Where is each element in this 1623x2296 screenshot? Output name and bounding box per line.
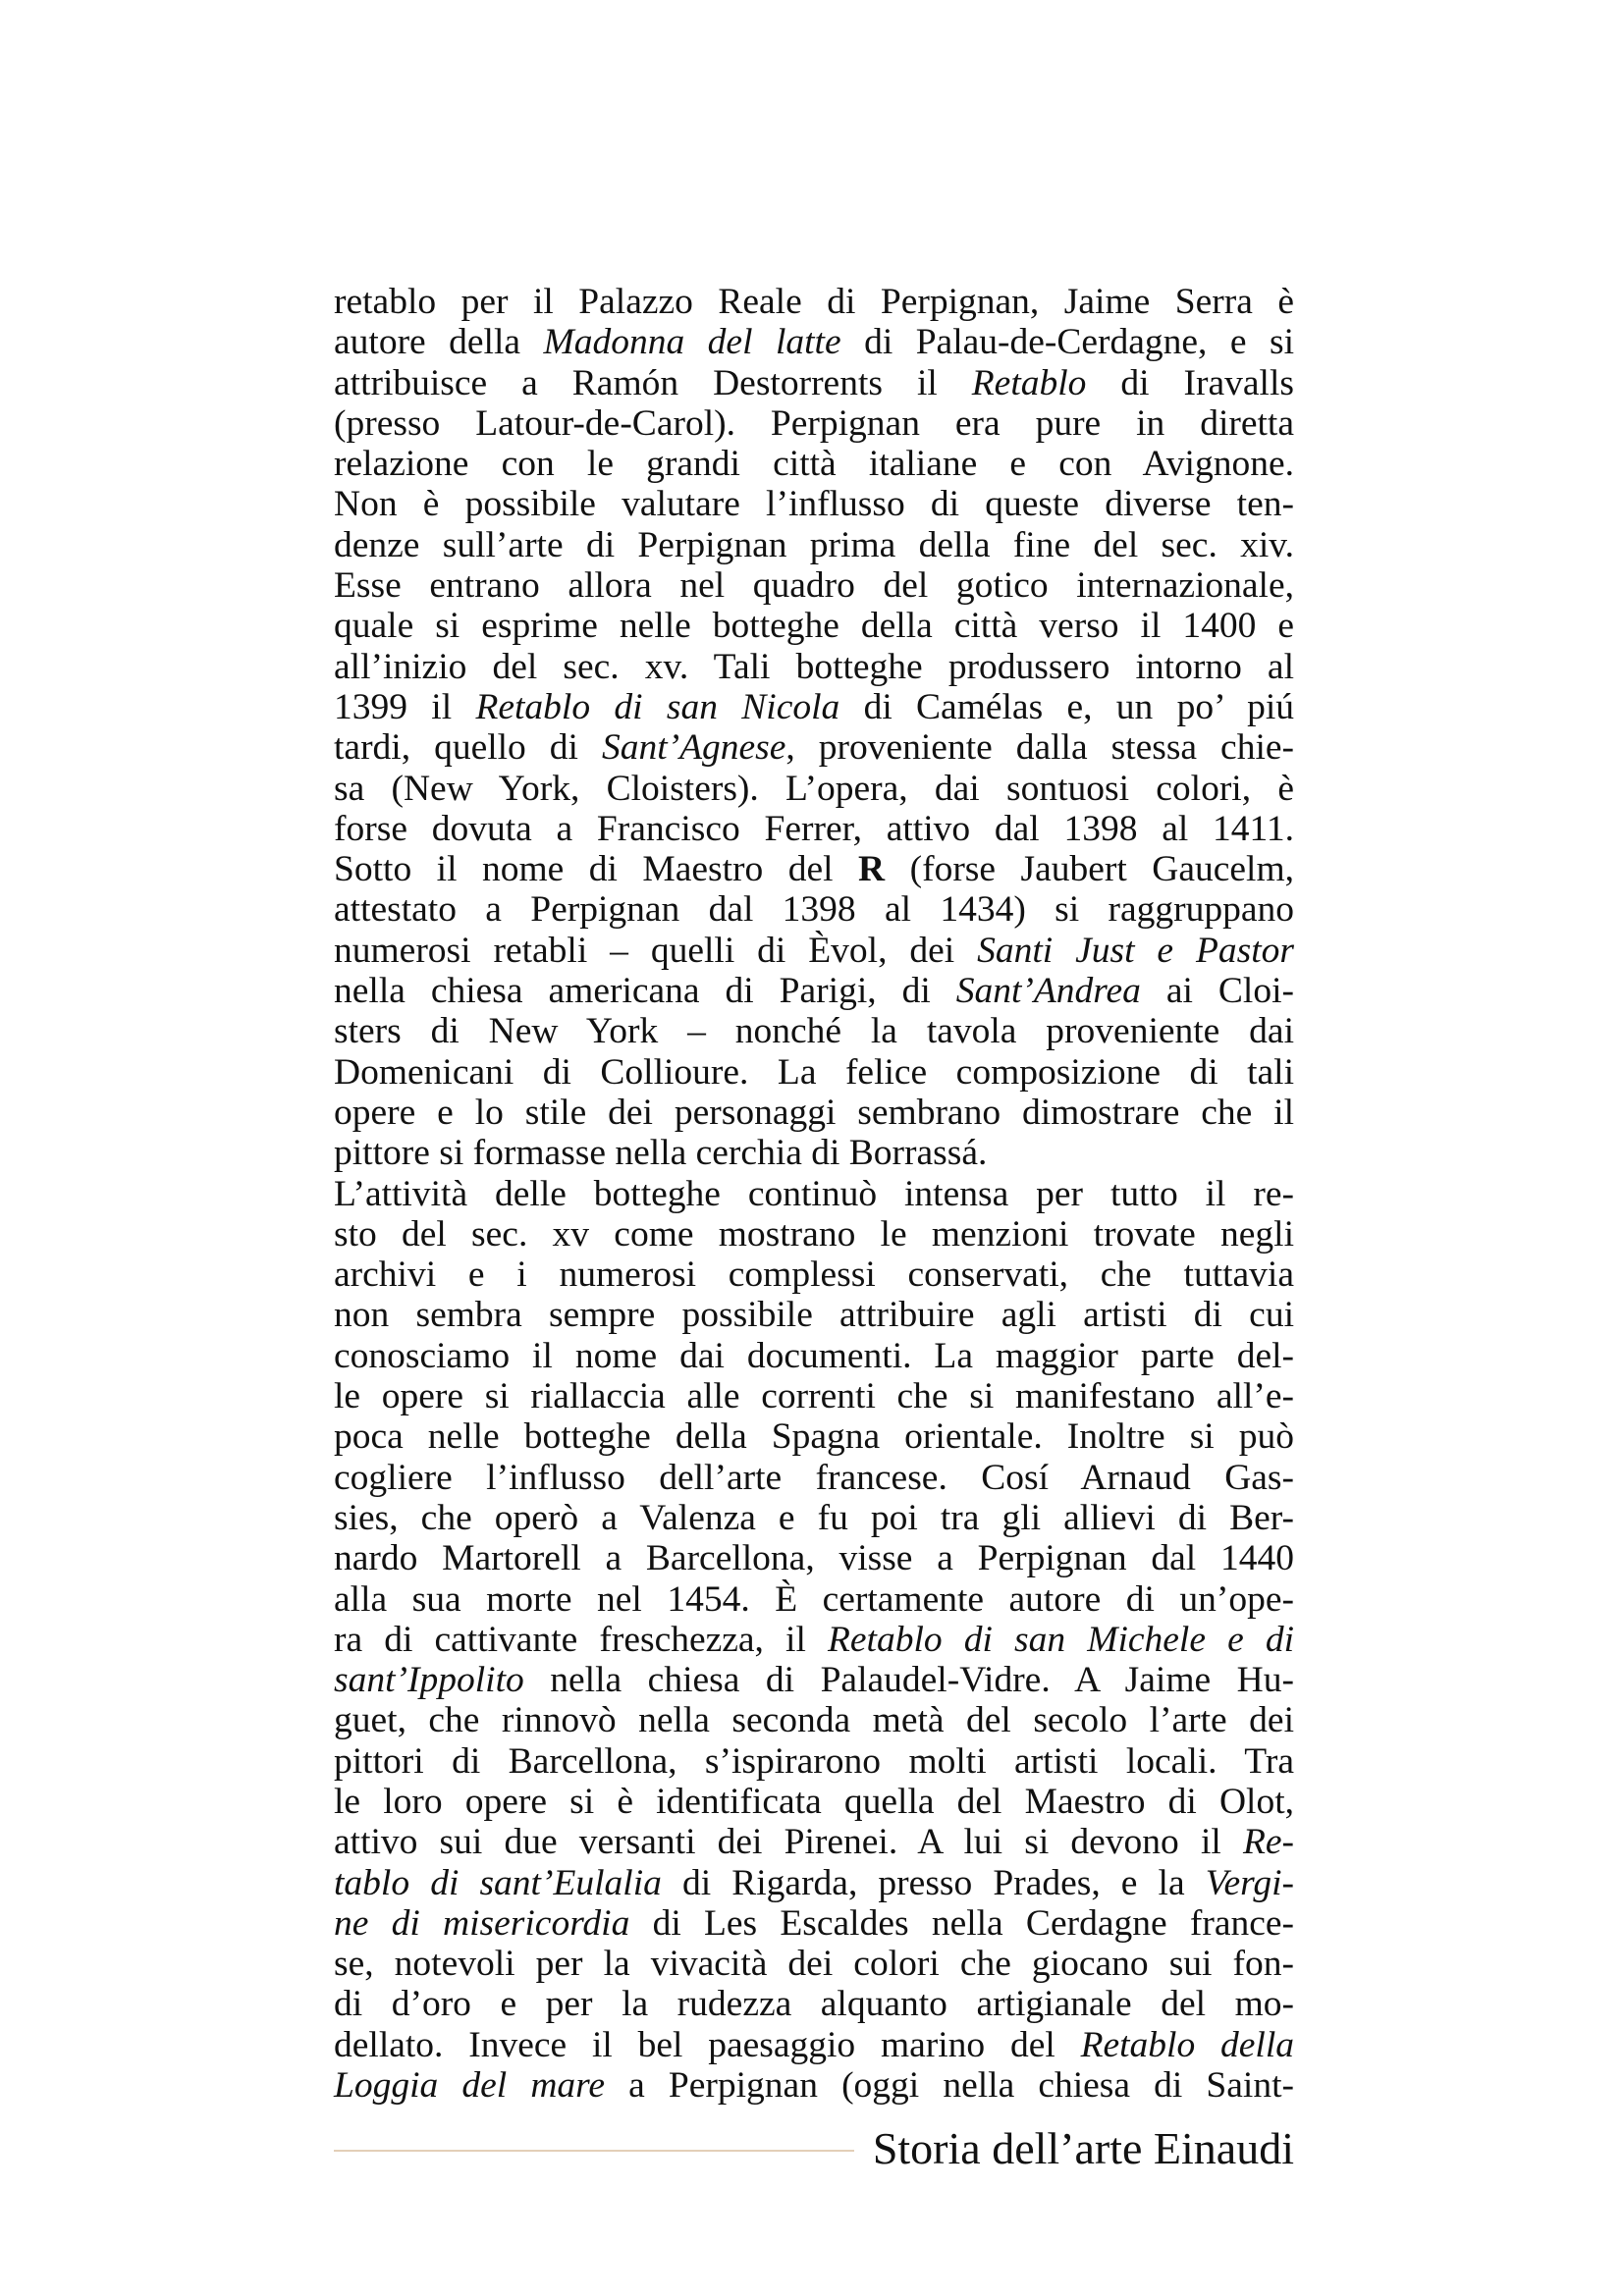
text-run: le opere si riallaccia alle correnti che si manifestano all’e- <box>334 1376 1294 1417</box>
text-line <box>334 282 1294 322</box>
text-line <box>334 687 1294 727</box>
text-run: Non è possibile valutare l’influsso di queste diverse ten- <box>334 484 1294 525</box>
text-line <box>334 1295 1294 1335</box>
text-run: sters di New York – nonché la tavola proveniente dai <box>334 1011 1294 1052</box>
text-line <box>334 2025 1294 2065</box>
text-run: nella chiesa americana di Parigi, di <box>334 971 956 1012</box>
italic-title: Loggia del mare <box>334 2065 606 2107</box>
body-text <box>334 282 1294 2106</box>
text-run: retablo per il Palazzo Reale di Perpignan, Jaime Serra è <box>334 282 1294 322</box>
text-run: guet, che rinnovò nella seconda metà del secolo l’arte dei <box>334 1700 1294 1741</box>
text-run: pittore si formasse nella cerchia di Borrassá. <box>334 1133 988 1174</box>
text-run: poca nelle botteghe della Spagna orientale. Inoltre si può <box>334 1416 1294 1458</box>
text-run: conosciamo il nome dai documenti. La maggior parte del- <box>334 1335 1294 1376</box>
italic-title: sant’Ippolito <box>334 1660 524 1701</box>
text-run: all’inizio del sec. xv. Tali botteghe produssero intorno al <box>334 646 1294 687</box>
text-line <box>334 1093 1294 1133</box>
text-run: dellato. Invece il bel paesaggio marino del <box>334 2024 1081 2065</box>
text-run: sa (New York, Cloisters). L’opera, dai sontuosi colori, è <box>334 768 1294 809</box>
text-run: attestato a Perpignan dal 1398 al 1434) si raggruppano <box>334 889 1294 931</box>
text-line <box>334 403 1294 444</box>
text-run: 1399 il <box>334 686 476 727</box>
italic-title: Sant’Agnese <box>601 727 786 769</box>
text-run: Domenicani di Collioure. La felice composizione di tali <box>334 1051 1294 1093</box>
text-run: relazione con le grandi città italiane e con Avignone. <box>334 444 1294 485</box>
text-run: numerosi retabli – quelli di Èvol, dei <box>334 930 978 971</box>
text-line <box>334 1984 1294 2024</box>
text-run: ra di cattivante freschezza, il <box>334 1619 828 1660</box>
text-line <box>334 1214 1294 1255</box>
italic-title: Retablo <box>971 362 1087 403</box>
text-line <box>334 1052 1294 1093</box>
text-run: se, notevoli per la vivacità dei colori che giocano sui fon- <box>334 1944 1294 1985</box>
text-line <box>334 1255 1294 1295</box>
text-line <box>334 1538 1294 1578</box>
text-run: denze sull’arte di Perpignan prima della fine del sec. xiv. <box>334 524 1294 565</box>
italic-title: Vergi- <box>1205 1862 1294 1903</box>
text-line <box>334 1458 1294 1498</box>
text-run: nella chiesa di Palaudel-Vidre. A Jaime Hu- <box>523 1660 1294 1701</box>
text-line <box>334 1863 1294 1903</box>
italic-title: Santi Just e Pastor <box>977 930 1294 971</box>
text-run: le loro opere si è identificata quella del Maestro di Olot, <box>334 1781 1294 1822</box>
text-line <box>334 1700 1294 1740</box>
text-run: Esse entrano allora nel quadro del gotico internazionale, <box>334 565 1294 607</box>
text-run: sies, che operò a Valenza e fu poi tra gli allievi di Ber- <box>334 1497 1294 1538</box>
text-line <box>334 1133 1294 1173</box>
text-run: L’attività delle botteghe continuò intensa per tutto il re- <box>334 1173 1294 1214</box>
text-line <box>334 727 1294 768</box>
text-run: di Camélas e, un po’ piú <box>839 686 1295 727</box>
text-line <box>334 565 1294 606</box>
text-run: (presso Latour-de-Carol). Perpignan era pure in diretta <box>334 402 1294 444</box>
text-run: non sembra sempre possibile attribuire agli artisti di cui <box>334 1295 1294 1336</box>
text-line <box>334 1174 1294 1214</box>
italic-title: Re- <box>1242 1822 1294 1863</box>
bold-letter: R <box>858 849 886 890</box>
text-line <box>334 1620 1294 1660</box>
text-run: opere e lo stile dei personaggi sembrano dimostrare che il <box>334 1092 1294 1133</box>
text-line <box>334 769 1294 809</box>
text-line <box>334 1376 1294 1416</box>
text-line <box>334 2065 1294 2106</box>
text-line <box>334 322 1294 362</box>
italic-title: tablo di sant’Eulalia <box>334 1862 662 1903</box>
text-line <box>334 1011 1294 1051</box>
italic-title: Retablo di san Nicola <box>475 686 840 727</box>
text-run: archivi e i numerosi complessi conservati, che tuttavia <box>334 1255 1294 1296</box>
text-run: di Iravalls <box>1086 362 1294 403</box>
text-run: di Les Escaldes nella Cerdagne france- <box>629 1902 1295 1944</box>
text-line <box>334 1416 1294 1457</box>
text-line <box>334 849 1294 889</box>
footer-rule <box>334 2150 854 2152</box>
text-line <box>334 1903 1294 1944</box>
footer-title: Storia dell’arte Einaudi <box>872 2123 1294 2173</box>
text-line <box>334 931 1294 971</box>
text-line <box>334 889 1294 930</box>
text-line <box>334 647 1294 687</box>
text-line <box>334 484 1294 524</box>
text-line <box>334 809 1294 849</box>
text-line <box>334 1741 1294 1782</box>
text-run: quale si esprime nelle botteghe della città verso il 1400 e <box>334 606 1294 647</box>
text-run: (forse Jaubert Gaucelm, <box>885 849 1294 890</box>
text-run: attribuisce a Ramón Destorrents il <box>334 362 972 403</box>
text-run: , proveniente dalla stessa chie- <box>785 727 1294 769</box>
text-run: attivo sui due versanti dei Pirenei. A lui si devono il <box>334 1822 1243 1863</box>
text-line <box>334 1336 1294 1376</box>
text-run: di Palau-de-Cerdagne, e si <box>840 322 1294 363</box>
text-line <box>334 1498 1294 1538</box>
text-line <box>334 971 1294 1011</box>
text-run: alla sua morte nel 1454. È certamente autore di un’ope- <box>334 1578 1294 1620</box>
text-line <box>334 525 1294 565</box>
text-run: autore della <box>334 322 544 363</box>
text-line <box>334 1944 1294 1984</box>
text-line <box>334 1782 1294 1822</box>
text-run: cogliere l’influsso dell’arte francese. Cosí Arnaud Gas- <box>334 1457 1294 1498</box>
text-run: pittori di Barcellona, s’ispirarono molti artisti locali. Tra <box>334 1740 1294 1782</box>
text-line <box>334 363 1294 403</box>
italic-title: Retablo di san Michele e di <box>827 1619 1294 1660</box>
text-run: tardi, quello di <box>334 727 602 769</box>
text-run: sto del sec. xv come mostrano le menzioni trovate negli <box>334 1213 1294 1255</box>
text-run: forse dovuta a Francisco Ferrer, attivo dal 1398 al 1411. <box>334 808 1294 849</box>
text-run: nardo Martorell a Barcellona, visse a Perpignan dal 1440 <box>334 1538 1294 1579</box>
text-run: di Rigarda, presso Prades, e la <box>661 1862 1206 1903</box>
text-line <box>334 1660 1294 1700</box>
italic-title: Retablo della <box>1080 2024 1294 2065</box>
text-run: ai Cloi- <box>1140 971 1294 1012</box>
text-run: Sotto il nome di Maestro del <box>334 849 859 890</box>
text-line <box>334 606 1294 646</box>
text-run: a Perpignan (oggi nella chiesa di Saint- <box>605 2065 1295 2107</box>
text-run: di d’oro e per la rudezza alquanto artigianale del mo- <box>334 1984 1294 2025</box>
text-line <box>334 444 1294 484</box>
text-line <box>334 1579 1294 1620</box>
italic-title: Madonna del latte <box>543 322 841 363</box>
italic-title: Sant’Andrea <box>955 971 1141 1012</box>
text-line <box>334 1822 1294 1862</box>
italic-title: ne di misericordia <box>334 1902 630 1944</box>
